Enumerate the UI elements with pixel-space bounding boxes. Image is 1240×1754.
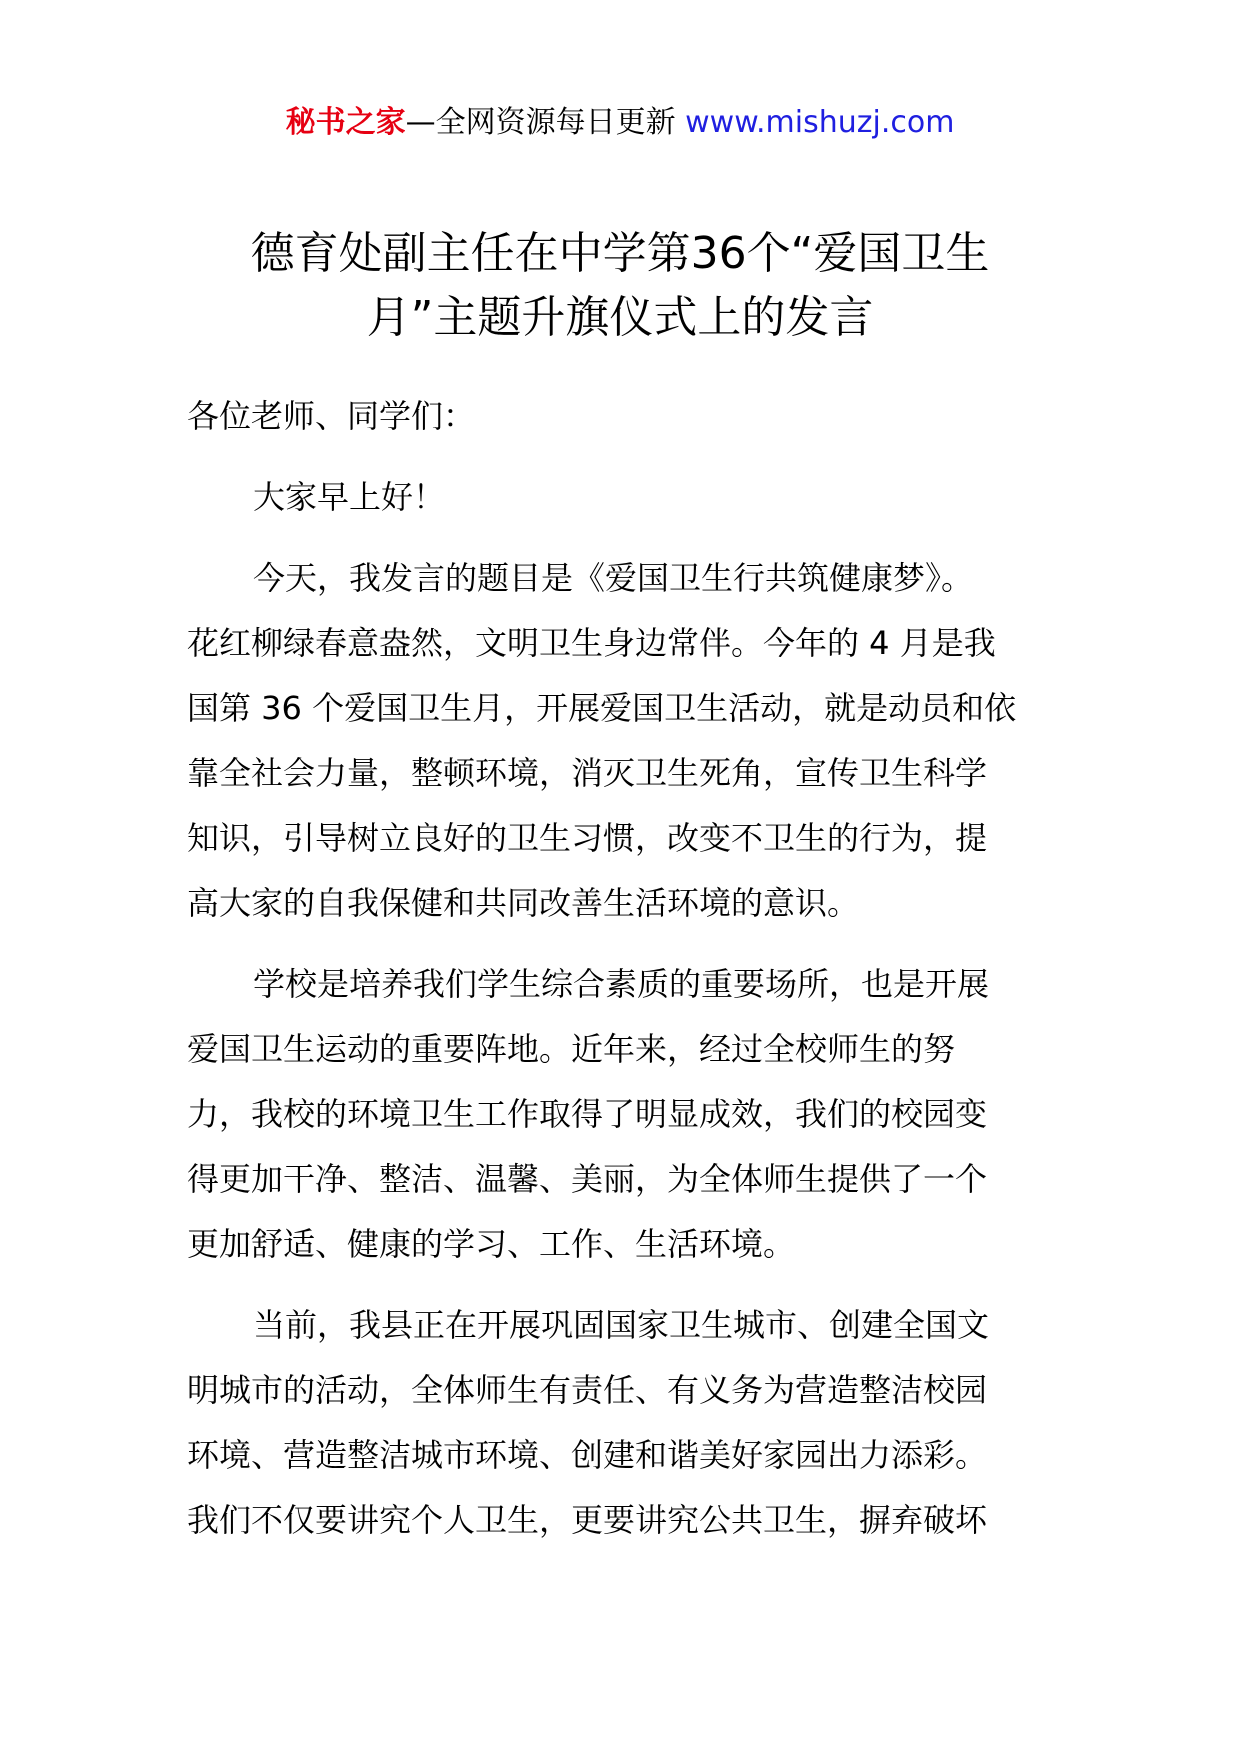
title-line-2: 月”主题升旗仪式上的发言 — [366, 292, 874, 343]
title-line-1: 德育处副主任在中学第36个“爱国卫生 — [250, 228, 990, 279]
salutation: 各位老师、同学们： — [187, 397, 476, 435]
document-body — [187, 384, 1057, 1569]
paragraph-line: 我们不仅要讲究个人卫生，更要讲究公共卫生，摒弃破坏 — [187, 1501, 988, 1539]
paragraph-line: 知识，引导树立良好的卫生习惯，改变不卫生的行为，提 — [187, 819, 988, 857]
paragraph-line: 当前，我县正在开展巩固国家卫生城市、创建全国文 — [253, 1306, 990, 1344]
paragraph-greeting — [187, 465, 1057, 530]
header-tagline: —全网资源每日更新 — [405, 105, 676, 140]
paragraph-line: 得更加干净、整洁、温馨、美丽，为全体师生提供了一个 — [187, 1160, 988, 1198]
site-url[interactable]: www.mishuzj.com — [685, 105, 955, 140]
site-header — [0, 103, 1240, 143]
paragraph-line: 更加舒适、健康的学习、工作、生活环境。 — [187, 1225, 796, 1263]
paragraph-line: 花红柳绿春意盎然，文明卫生身边常伴。今年的 4 月是我 — [187, 624, 996, 662]
brand-name: 秘书之家 — [285, 105, 406, 140]
paragraph-line: 明城市的活动，全体师生有责任、有义务为营造整洁校园 — [187, 1371, 988, 1409]
paragraph-line: 国第 36 个爱国卫生月，开展爱国卫生活动，就是动员和依 — [187, 689, 1017, 727]
paragraph-line: 今天，我发言的题目是《爱国卫生行共筑健康梦》。 — [253, 559, 974, 597]
paragraph-school — [187, 952, 1057, 1277]
paragraph-line: 学校是培养我们学生综合素质的重要场所，也是开展 — [253, 965, 990, 1003]
paragraph-topic — [187, 546, 1057, 936]
paragraph-line: 力，我校的环境卫生工作取得了明显成效，我们的校园变 — [187, 1095, 988, 1133]
paragraph-line: 高大家的自我保健和共同改善生活环境的意识。 — [187, 884, 860, 922]
paragraph-line: 大家早上好！ — [253, 478, 446, 516]
paragraph-line: 环境、营造整洁城市环境、创建和谐美好家园出力添彩。 — [187, 1436, 988, 1474]
document-title — [150, 222, 1090, 350]
paragraph-county — [187, 1293, 1057, 1553]
paragraph-line: 靠全社会力量，整顿环境，消灭卫生死角，宣传卫生科学 — [187, 754, 988, 792]
paragraph-line: 爱国卫生运动的重要阵地。近年来，经过全校师生的努 — [187, 1030, 956, 1068]
